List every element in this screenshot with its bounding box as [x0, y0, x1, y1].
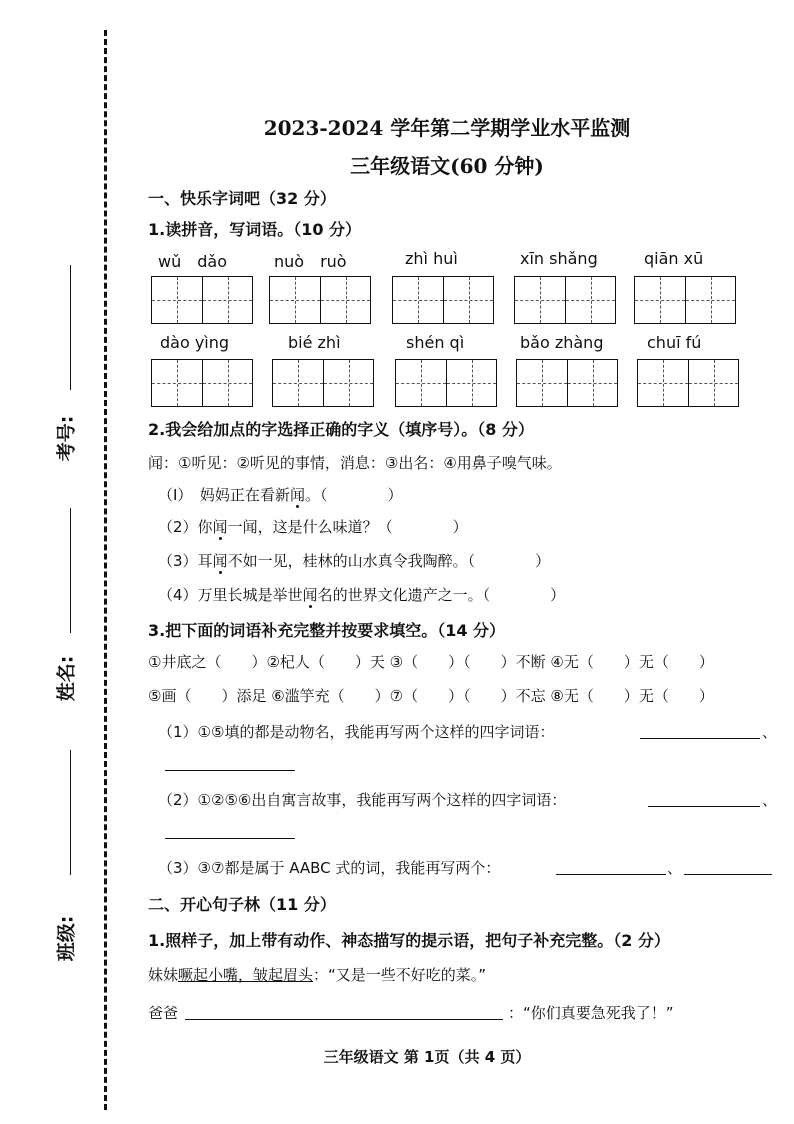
pinyin-xinshang: xīn shǎng [520, 249, 598, 268]
answer-blank[interactable] [648, 806, 760, 807]
answer-blank[interactable] [165, 838, 295, 839]
page-title: 2023-2024 学年第二学期学业水平监测 [263, 116, 631, 140]
char-grid[interactable] [516, 359, 618, 407]
q3-line-2: ⑤画（ ）添足 ⑥滥竽充（ ）⑦（ ）（ ）不忘 ⑧无（ ）无（ ） [148, 687, 714, 705]
section1-heading: 一、快乐字词吧（32 分） [148, 189, 336, 208]
pinyin-qianxu: qiān xū [644, 249, 704, 268]
pinyin-daoying: dào yìng [160, 333, 230, 352]
q3-sub-3: （3）③⑦都是属于 AABC 式的词，我能再写两个： [158, 859, 501, 877]
char-grid[interactable] [514, 276, 616, 324]
pinyin-nuoruo: nuò ruò [274, 252, 347, 271]
q1-title: 1.读拼音，写词语。（10 分） [148, 220, 362, 239]
q3-sub-1: （1）①⑤填的都是动物名，我能再写两个这样的四字词语： [158, 723, 555, 741]
answer-blank[interactable] [165, 770, 295, 771]
q2-title: 2.我会给加点的字选择正确的字义（填序号）。（8 分） [148, 420, 534, 439]
q3-title: 3.把下面的词语补充完整并按要求填空。（14 分） [148, 621, 506, 640]
page-subtitle: 三年级语文(60 分钟) [350, 154, 544, 178]
name-blank[interactable] [70, 508, 71, 633]
char-grid[interactable] [395, 359, 497, 407]
class-blank[interactable] [70, 750, 71, 875]
exam-no-label: 考号: [55, 415, 78, 462]
pinyin-biezhi: bié zhì [288, 333, 341, 352]
practice-suffix: ：“你们真要急死我了！” [508, 1004, 674, 1022]
answer-blank[interactable] [556, 874, 666, 875]
q2-item-1: （I） 妈妈正在看新闻。（ ） [158, 486, 403, 504]
comma: 、 [762, 723, 778, 741]
char-grid[interactable] [272, 359, 374, 407]
example-sentence: 妹妹噘起小嘴，皱起眉头：“又是一些不好吃的菜。” [148, 966, 487, 984]
pinyin-wudao: wǔ dǎo [158, 252, 227, 271]
char-grid[interactable] [392, 276, 494, 324]
practice-prefix: 爸爸 [148, 1004, 179, 1022]
binding-dashed-line [104, 30, 107, 1110]
class-label: 班级: [55, 915, 78, 962]
char-grid[interactable] [634, 276, 736, 324]
q2-item-4: （4）万里长城是举世闻名的世界文化遗产之一。（ ） [158, 586, 566, 604]
comma: 、 [667, 859, 683, 877]
q3-sub-2: （2）①②⑤⑥出自寓言故事，我能再写两个这样的四字词语： [158, 791, 567, 809]
char-grid[interactable] [637, 359, 739, 407]
pinyin-baozhang: bǎo zhàng [520, 333, 604, 352]
answer-blank[interactable] [684, 874, 772, 875]
char-grid[interactable] [269, 276, 371, 324]
page-footer: 三年级语文 第 1页（共 4 页） [323, 1048, 531, 1066]
pinyin-shenqi: shén qì [406, 333, 465, 352]
pinyin-zhihui: zhì huì [405, 249, 458, 268]
q2-item-3: （3）耳闻不如一见，桂林的山水真令我陶醉。（ ） [158, 552, 551, 570]
pinyin-chuifu: chuī fú [647, 333, 702, 352]
s2-q1-title: 1.照样子，加上带有动作、神态描写的提示语，把句子补充完整。（2 分） [148, 931, 670, 950]
section2-heading: 二、开心句子林（11 分） [148, 895, 336, 914]
name-label: 姓名: [55, 655, 78, 702]
q2-definition: 闻：①听见：②听见的事情，消息：③出名：④用鼻子嗅气味。 [148, 454, 562, 472]
comma: 、 [762, 791, 778, 809]
q2-item-2: （2）你闻一闻，这是什么味道？（ ） [158, 518, 468, 536]
q3-line-1: ①井底之（ ）②杞人（ ）天 ③（ ）（ ）不断 ④无（ ）无（ ） [148, 653, 714, 671]
practice-blank[interactable] [185, 1019, 503, 1020]
char-grid[interactable] [151, 359, 253, 407]
exam-no-blank[interactable] [70, 265, 71, 390]
answer-blank[interactable] [640, 738, 760, 739]
char-grid[interactable] [151, 276, 253, 324]
